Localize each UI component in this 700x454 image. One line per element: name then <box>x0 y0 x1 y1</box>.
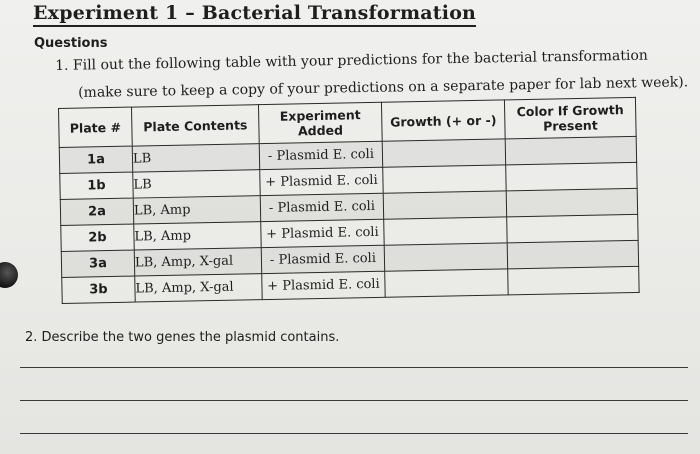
color-input-cell[interactable] <box>505 136 636 165</box>
question-2-text: 2. Describe the two genes the plasmid contains. <box>25 330 340 345</box>
section-heading: Questions <box>34 36 108 51</box>
header-growth: Growth (+ or -) <box>381 100 505 141</box>
header-contents: Plate Contents <box>131 105 259 146</box>
growth-input-cell[interactable] <box>384 243 507 271</box>
plate-contents: LB, Amp <box>134 222 261 250</box>
plate-contents: LB, Amp, X-gal <box>134 248 261 276</box>
plate-id: 2b <box>61 224 134 251</box>
growth-input-cell[interactable] <box>384 217 507 245</box>
growth-input-cell[interactable] <box>383 191 506 219</box>
plate-id: 1b <box>60 172 133 199</box>
experiment-added: - Plasmid E. coli <box>259 141 382 169</box>
experiment-added: + Plasmid E. coli <box>260 167 383 195</box>
color-input-cell[interactable] <box>506 188 637 217</box>
color-input-cell[interactable] <box>507 214 638 243</box>
header-plate: Plate # <box>59 107 133 147</box>
header-color: Color If Growth Present <box>504 97 636 139</box>
binder-clip-icon <box>0 262 18 288</box>
question-1-note: (make sure to keep a copy of your predictions on a separate paper for lab next week). <box>78 74 689 101</box>
plate-contents: LB <box>132 144 259 172</box>
plate-id: 1a <box>59 146 132 173</box>
prediction-table-wrapper <box>58 97 640 304</box>
color-input-cell[interactable] <box>506 162 637 191</box>
color-input-cell[interactable] <box>508 266 639 295</box>
experiment-added: + Plasmid E. coli <box>262 271 385 299</box>
plate-contents: LB <box>133 170 260 198</box>
growth-input-cell[interactable] <box>385 269 508 297</box>
growth-input-cell[interactable] <box>383 165 506 193</box>
page-title: Experiment 1 – Bacterial Transformation <box>33 2 476 27</box>
answer-line-2[interactable] <box>20 400 688 401</box>
question-1-text: 1. Fill out the following table with your predictions for the bacterial transformation <box>55 47 648 74</box>
header-experiment: Experiment Added <box>258 102 382 143</box>
plate-id: 3b <box>62 276 135 303</box>
answer-line-3[interactable] <box>20 433 688 434</box>
answer-line-1[interactable] <box>20 367 688 368</box>
experiment-added: + Plasmid E. coli <box>261 219 384 247</box>
color-input-cell[interactable] <box>507 240 638 269</box>
experiment-added: - Plasmid E. coli <box>261 245 384 273</box>
plate-id: 3a <box>61 250 134 277</box>
growth-input-cell[interactable] <box>382 139 505 167</box>
plate-contents: LB, Amp <box>133 196 260 224</box>
plate-id: 2a <box>60 198 133 225</box>
experiment-added: - Plasmid E. coli <box>260 193 383 221</box>
plate-contents: LB, Amp, X-gal <box>135 274 262 302</box>
prediction-table <box>58 97 640 304</box>
